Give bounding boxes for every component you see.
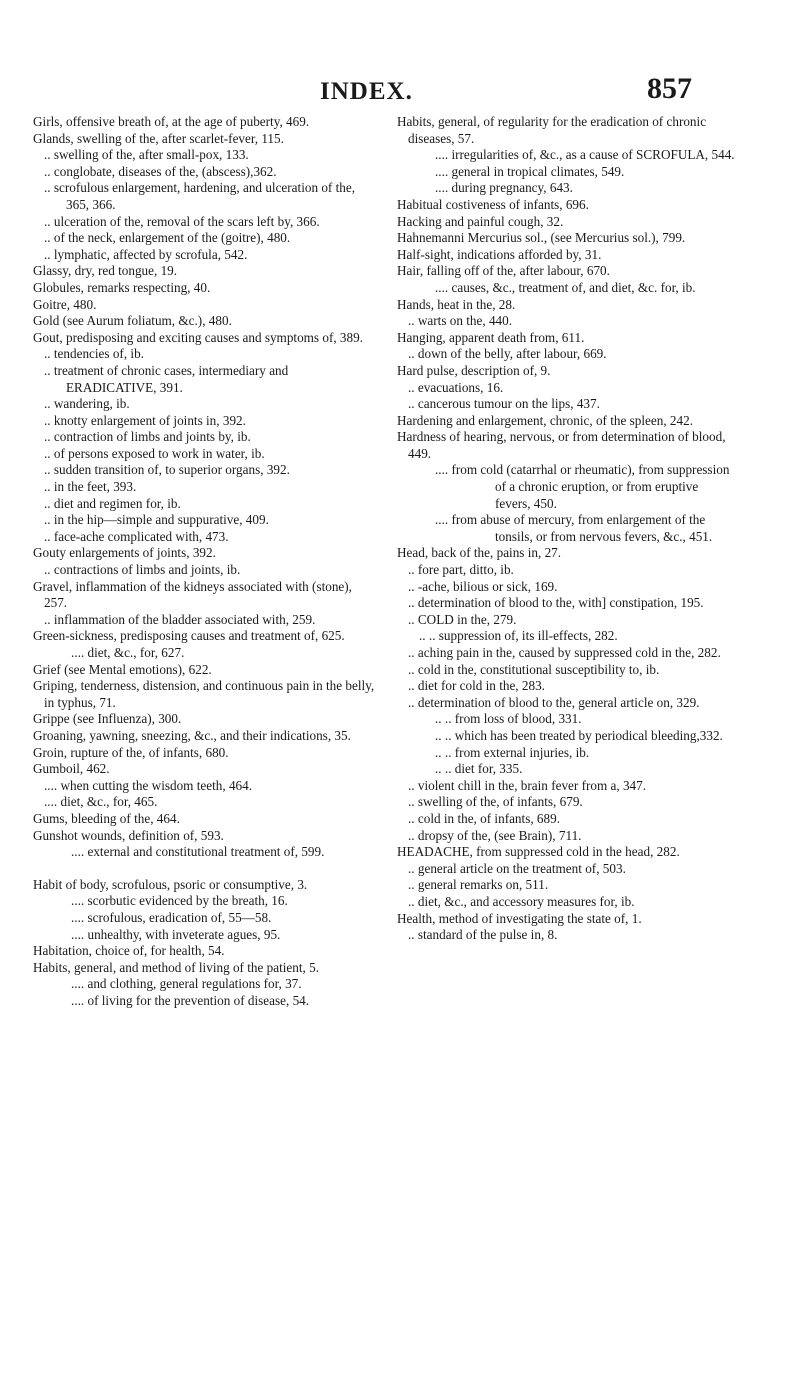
index-entry: Gumboil, 462. bbox=[33, 761, 110, 777]
index-entry: Gold (see Aurum foliatum, &c.), 480. bbox=[33, 313, 232, 329]
index-entry: .. inflammation of the bladder associated with, 259. bbox=[44, 611, 316, 627]
index-entry: .. in the hip—simple and suppurative, 409. bbox=[44, 512, 269, 528]
index-entry: Hacking and painful cough, 32. bbox=[397, 213, 564, 229]
index-entry: .. general remarks on, 511. bbox=[408, 877, 549, 893]
index-entry: .. determination of blood to the, general article on, 329. bbox=[408, 694, 700, 710]
index-entry: Green-sickness, predisposing causes and treatment of, 625. bbox=[33, 628, 345, 644]
index-entry: .. diet, &c., and accessory measures for, ib. bbox=[408, 893, 635, 909]
index-entry: .. violent chill in the, brain fever from a, 347. bbox=[408, 777, 647, 793]
index-entry: .... and clothing, general regulations for, 37. bbox=[71, 976, 302, 992]
running-title: INDEX. bbox=[320, 78, 413, 105]
index-entry: Head, back of the, pains in, 27. bbox=[397, 545, 562, 561]
index-entry: .... irregularities of, &c., as a cause of SCROFULA, 544. bbox=[435, 147, 735, 163]
index-entry: .... of living for the prevention of disease, 54. bbox=[71, 992, 310, 1008]
index-entry: Hardness of hearing, nervous, or from determination of blood, 449. bbox=[397, 429, 726, 461]
index-entry: .. scrofulous enlargement, hardening, and ulceration of the, 365, 366. bbox=[44, 180, 356, 212]
index-entry: .. .. diet for, 335. bbox=[435, 761, 523, 777]
index-entry: .. down of the belly, after labour, 669. bbox=[408, 346, 607, 362]
index-entry: .... causes, &c., treatment of, and diet, &c. for, ib. bbox=[435, 279, 696, 295]
index-entry: Habitation, choice of, for health, 54. bbox=[33, 943, 225, 959]
index-entry: .. of persons exposed to work in water, ib. bbox=[44, 445, 265, 461]
index-entry: .. cancerous tumour on the lips, 437. bbox=[408, 396, 600, 412]
index-entry: Gums, bleeding of the, 464. bbox=[33, 810, 180, 826]
index-entry: Goitre, 480. bbox=[33, 296, 97, 312]
index-entry: .. knotty enlargement of joints in, 392. bbox=[44, 412, 246, 428]
index-entry: .... from cold (catarrhal or rheumatic), from suppression of a chronic eruption, or from eruptive fevers, 450. bbox=[435, 462, 730, 511]
index-entry: .. .. from loss of blood, 331. bbox=[435, 711, 582, 727]
index-entry: .. aching pain in the, caused by suppressed cold in the, 282. bbox=[408, 645, 721, 660]
index-entry: .. conglobate, diseases of the, (abscess),362. bbox=[44, 163, 277, 179]
index-entry: .... diet, &c., for, 465. bbox=[44, 794, 158, 810]
index-entry: Gouty enlargements of joints, 392. bbox=[33, 545, 216, 561]
index-entry: .... scorbutic evidenced by the breath, 16. bbox=[71, 893, 288, 909]
index-entry: Groin, rupture of the, of infants, 680. bbox=[33, 744, 229, 760]
index-entry: .... diet, &c., for, 627. bbox=[71, 645, 185, 660]
index-entry: .... during pregnancy, 643. bbox=[435, 180, 573, 196]
index-entry: Hard pulse, description of, 9. bbox=[397, 362, 551, 378]
index-entry: .. tendencies of, ib. bbox=[44, 346, 144, 362]
index-entry: Glassy, dry, red tongue, 19. bbox=[33, 263, 178, 279]
index-entry: .... scrofulous, eradication of, 55—58. bbox=[71, 909, 272, 925]
index-entry: .. lymphatic, affected by scrofula, 542. bbox=[44, 246, 248, 262]
index-entry: .. general article on the treatment of, 503. bbox=[408, 860, 626, 876]
index-entry: Half-sight, indications afforded by, 31. bbox=[397, 246, 602, 262]
index-entry: .. diet and regimen for, ib. bbox=[44, 495, 181, 511]
index-entry: Habitual costiveness of infants, 696. bbox=[397, 196, 589, 212]
index-entry: .. .. which has been treated by periodical bleeding,332. bbox=[435, 727, 723, 743]
index-entry: .. wandering, ib. bbox=[44, 396, 130, 412]
index-entry: .... from abuse of mercury, from enlargement of the tonsils, or from nervous fevers, &c., 451. bbox=[435, 512, 713, 544]
index-entry: Gravel, inflammation of the kidneys associated with (stone), 257. bbox=[33, 578, 352, 611]
index-entry: .. fore part, ditto, ib. bbox=[408, 562, 514, 578]
index-entry: Hanging, apparent death from, 611. bbox=[397, 329, 585, 345]
index-entry: Hands, heat in the, 28. bbox=[397, 296, 516, 312]
index-entry: Griping, tenderness, distension, and continuous pain in the belly, in typhus, 71. bbox=[33, 678, 375, 710]
index-entry: Grief (see Mental emotions), 622. bbox=[33, 661, 212, 677]
index-entry: Grippe (see Influenza), 300. bbox=[33, 711, 182, 727]
index-entry: .. evacuations, 16. bbox=[408, 379, 504, 395]
index-entry: Habits, general, of regularity for the eradication of chronic diseases, 57. bbox=[397, 114, 707, 146]
index-entry: .. contractions of limbs and joints, ib. bbox=[44, 562, 241, 578]
index-entry: .. -ache, bilious or sick, 169. bbox=[408, 578, 558, 594]
index-entry: .... unhealthy, with inveterate agues, 95. bbox=[71, 926, 281, 942]
index-entry: .. cold in the, constitutional susceptibility to, ib. bbox=[408, 661, 660, 677]
index-entry: .. of the neck, enlargement of the (goitre), 480. bbox=[44, 230, 291, 246]
index-entry: Habit of body, scrofulous, psoric or consumptive, 3. bbox=[33, 876, 308, 892]
index-entry: Gout, predisposing and exciting causes and symptoms of, 389. bbox=[33, 329, 364, 345]
index-entry: .. ulceration of the, removal of the scars left by, 366. bbox=[44, 213, 320, 229]
index-entry: Hahnemanni Mercurius sol., (see Mercurius sol.), 799. bbox=[397, 230, 686, 246]
index-entry: Habits, general, and method of living of the patient, 5. bbox=[33, 959, 320, 975]
index-entry: Hardening and enlargement, chronic, of the spleen, 242. bbox=[397, 412, 694, 428]
index-entry: Health, method of investigating the state of, 1. bbox=[397, 910, 642, 926]
index-entry: .... when cutting the wisdom teeth, 464. bbox=[44, 777, 253, 793]
index-entry: .. contraction of limbs and joints by, ib. bbox=[44, 429, 251, 445]
left-index-column bbox=[33, 114, 377, 1009]
index-entry: .. swelling of the, after small-pox, 133. bbox=[44, 147, 249, 163]
index-entry: .. warts on the, 440. bbox=[408, 313, 513, 329]
index-entry: .. in the feet, 393. bbox=[44, 479, 137, 495]
index-entry: HEADACHE, from suppressed cold in the head, 282. bbox=[397, 844, 680, 860]
index-entry: .. swelling of the, of infants, 679. bbox=[408, 794, 583, 810]
index-entry: .... external and constitutional treatment of, 599. bbox=[71, 844, 325, 860]
index-entry: .. .. suppression of, its ill-effects, 282. bbox=[419, 628, 618, 644]
index-entry: .. dropsy of the, (see Brain), 711. bbox=[408, 827, 582, 843]
page-header bbox=[0, 72, 800, 108]
index-entry: .. .. from external injuries, ib. bbox=[435, 744, 590, 760]
index-entry: Hair, falling off of the, after labour, 670. bbox=[397, 263, 610, 279]
index-entry: .... general in tropical climates, 549. bbox=[435, 163, 625, 179]
index-entry: .. face-ache complicated with, 473. bbox=[44, 528, 229, 544]
index-entry: Globules, remarks respecting, 40. bbox=[33, 279, 211, 295]
index-entry: .. standard of the pulse in, 8. bbox=[408, 927, 558, 943]
index-entry: Gunshot wounds, definition of, 593. bbox=[33, 827, 224, 843]
index-entry: .. determination of blood to the, with] constipation, 195. bbox=[408, 595, 704, 611]
index-entry: .. cold in the, of infants, 689. bbox=[408, 810, 560, 826]
index-entry: Girls, offensive breath of, at the age of puberty, 469. bbox=[33, 114, 310, 129]
index-entry: .. diet for cold in the, 283. bbox=[408, 678, 545, 694]
index-entry: .. COLD in the, 279. bbox=[408, 611, 517, 627]
index-entry: Glands, swelling of the, after scarlet-fever, 115. bbox=[33, 130, 284, 146]
page-number: 857 bbox=[647, 72, 692, 105]
right-index-column bbox=[397, 114, 737, 944]
index-entry: .. sudden transition of, to superior organs, 392. bbox=[44, 462, 290, 478]
index-entry: .. treatment of chronic cases, intermediary and ERADICATIVE, 391. bbox=[44, 362, 289, 395]
index-entry: Groaning, yawning, sneezing, &c., and their indications, 35. bbox=[33, 727, 351, 743]
